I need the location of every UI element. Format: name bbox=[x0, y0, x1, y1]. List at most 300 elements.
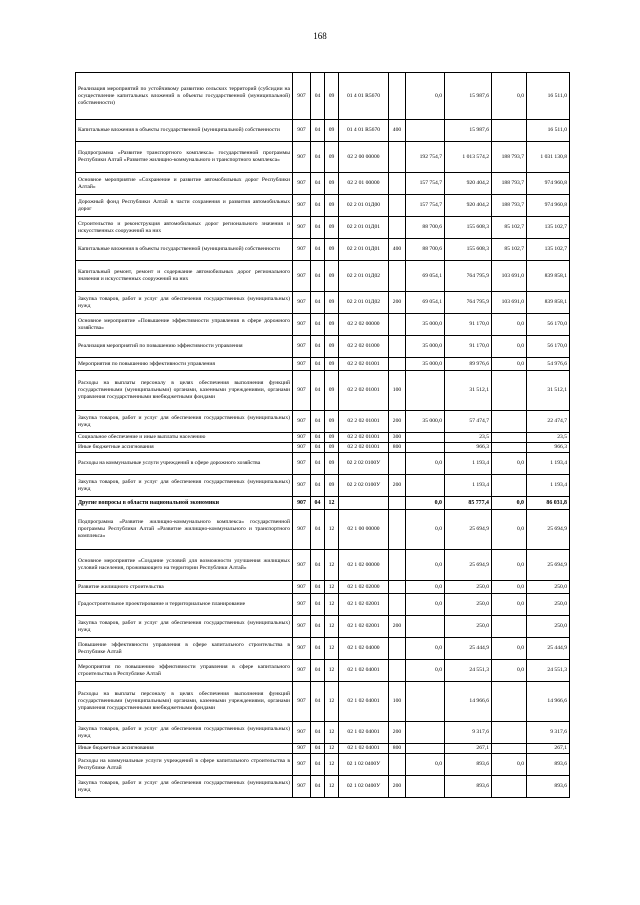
admin-code: 907 bbox=[293, 510, 311, 550]
expense-type-code: 400 bbox=[389, 239, 406, 261]
amount-column-2: 893,6 bbox=[445, 754, 492, 776]
row-description: Закупка товаров, работ и услуг для обеспечения государственных (муниципальных) нужд bbox=[76, 776, 293, 798]
amount-column-3: 0,0 bbox=[492, 358, 527, 371]
admin-code: 907 bbox=[293, 475, 311, 497]
expense-type-code bbox=[389, 73, 406, 120]
table-row bbox=[76, 292, 570, 314]
target-article-code: 02 2 02 01001 bbox=[339, 371, 389, 411]
admin-code: 907 bbox=[293, 292, 311, 314]
admin-code: 907 bbox=[293, 638, 311, 660]
amount-column-1: 157 754,7 bbox=[406, 195, 445, 217]
row-description: Развитие жилищного строительства bbox=[76, 581, 293, 594]
subsection-code: 09 bbox=[325, 120, 339, 142]
amount-column-1: 157 754,7 bbox=[406, 173, 445, 195]
section-code: 04 bbox=[311, 120, 325, 142]
expense-type-code bbox=[389, 314, 406, 336]
amount-column-2: 267,1 bbox=[445, 744, 492, 754]
table-row bbox=[76, 682, 570, 722]
expense-type-code bbox=[389, 336, 406, 358]
table-row bbox=[76, 581, 570, 594]
section-code: 04 bbox=[311, 195, 325, 217]
admin-code: 907 bbox=[293, 411, 311, 433]
admin-code: 907 bbox=[293, 660, 311, 682]
amount-column-2: 24 551,3 bbox=[445, 660, 492, 682]
row-description: Иные бюджетные ассигнования bbox=[76, 443, 293, 453]
subsection-code: 09 bbox=[325, 411, 339, 433]
section-code: 04 bbox=[311, 433, 325, 443]
section-code: 04 bbox=[311, 292, 325, 314]
row-description: Мероприятия по повышению эффективности управления в сфере капитального строительства в Республике Алтай bbox=[76, 660, 293, 682]
amount-column-4: 31 512,1 bbox=[527, 371, 570, 411]
admin-code: 907 bbox=[293, 754, 311, 776]
table-row bbox=[76, 660, 570, 682]
amount-column-3 bbox=[492, 433, 527, 443]
amount-column-1: 35 000,0 bbox=[406, 336, 445, 358]
amount-column-2: 14 966,6 bbox=[445, 682, 492, 722]
row-description: Основное мероприятие «Сохранение и развитие автомобильных дорог Республики Алтай» bbox=[76, 173, 293, 195]
amount-column-3: 0,0 bbox=[492, 550, 527, 581]
subsection-code: 09 bbox=[325, 261, 339, 292]
row-description: Повышение эффективности управления в сфере капитального строительства в Республике Алтай bbox=[76, 638, 293, 660]
amount-column-4: 56 170,0 bbox=[527, 336, 570, 358]
amount-column-1: 0,0 bbox=[406, 754, 445, 776]
row-description: Основное мероприятие «Создание условий для возможности улучшения жилищных условий населения, проживающего на территории Республики Алтай» bbox=[76, 550, 293, 581]
amount-column-3 bbox=[492, 411, 527, 433]
table-row bbox=[76, 336, 570, 358]
amount-column-4: 893,6 bbox=[527, 776, 570, 798]
amount-column-2: 764 795,9 bbox=[445, 292, 492, 314]
amount-column-3: 0,0 bbox=[492, 581, 527, 594]
amount-column-3: 85 102,7 bbox=[492, 239, 527, 261]
admin-code: 907 bbox=[293, 142, 311, 173]
expense-type-code bbox=[389, 581, 406, 594]
amount-column-2: 9 317,6 bbox=[445, 722, 492, 744]
amount-column-4: 1 193,4 bbox=[527, 453, 570, 475]
amount-column-4: 135 102,7 bbox=[527, 217, 570, 239]
amount-column-1: 88 700,6 bbox=[406, 239, 445, 261]
target-article-code: 02 1 02 02000 bbox=[339, 581, 389, 594]
amount-column-4: 1 031 130,8 bbox=[527, 142, 570, 173]
subsection-code: 12 bbox=[325, 722, 339, 744]
row-description: Реализация мероприятий по устойчивому развитию сельских территорий (субсидии на осуществление капитальных вложений в объекты государственной (муниципальной) собственности) bbox=[76, 73, 293, 120]
subsection-code: 12 bbox=[325, 497, 339, 510]
admin-code: 907 bbox=[293, 550, 311, 581]
admin-code: 907 bbox=[293, 443, 311, 453]
amount-column-3: 85 102,7 bbox=[492, 217, 527, 239]
amount-column-2: 91 170,0 bbox=[445, 314, 492, 336]
target-article-code: 02 2 02 01000 bbox=[339, 336, 389, 358]
admin-code: 907 bbox=[293, 173, 311, 195]
section-code: 04 bbox=[311, 173, 325, 195]
expense-type-code: 300 bbox=[389, 433, 406, 443]
target-article-code: 02 2 02 01001 bbox=[339, 433, 389, 443]
expense-type-code bbox=[389, 660, 406, 682]
row-description: Реализация мероприятий по повышению эффективности управления bbox=[76, 336, 293, 358]
amount-column-4: 24 551,3 bbox=[527, 660, 570, 682]
amount-column-2: 893,6 bbox=[445, 776, 492, 798]
admin-code: 907 bbox=[293, 336, 311, 358]
expense-type-code bbox=[389, 261, 406, 292]
row-description: Другие вопросы в области национальной экономики bbox=[76, 497, 293, 510]
section-code: 04 bbox=[311, 358, 325, 371]
row-description: Закупка товаров, работ и услуг для обеспечения государственных (муниципальных) нужд bbox=[76, 411, 293, 433]
expense-type-code bbox=[389, 217, 406, 239]
admin-code: 907 bbox=[293, 358, 311, 371]
target-article-code: 02 1 00 00000 bbox=[339, 510, 389, 550]
amount-column-2: 15 987,6 bbox=[445, 73, 492, 120]
table-row bbox=[76, 411, 570, 433]
target-article-code: 01 4 01 R5670 bbox=[339, 73, 389, 120]
admin-code: 907 bbox=[293, 195, 311, 217]
amount-column-4: 9 317,6 bbox=[527, 722, 570, 744]
amount-column-2: 250,0 bbox=[445, 594, 492, 616]
amount-column-4: 54 976,6 bbox=[527, 358, 570, 371]
table-row bbox=[76, 475, 570, 497]
subsection-code: 12 bbox=[325, 776, 339, 798]
table-row bbox=[76, 358, 570, 371]
amount-column-3: 0,0 bbox=[492, 497, 527, 510]
amount-column-2: 1 193,4 bbox=[445, 453, 492, 475]
target-article-code: 02 2 01 01Д02 bbox=[339, 261, 389, 292]
target-article-code: 02 2 01 01Д00 bbox=[339, 195, 389, 217]
amount-column-1: 0,0 bbox=[406, 638, 445, 660]
expense-type-code: 200 bbox=[389, 776, 406, 798]
amount-column-4: 25 694,9 bbox=[527, 550, 570, 581]
section-code: 04 bbox=[311, 475, 325, 497]
table-row bbox=[76, 744, 570, 754]
amount-column-2: 85 777,4 bbox=[445, 497, 492, 510]
section-code: 04 bbox=[311, 239, 325, 261]
amount-column-4: 974 960,8 bbox=[527, 195, 570, 217]
amount-column-2: 155 608,3 bbox=[445, 239, 492, 261]
amount-column-2: 23,5 bbox=[445, 433, 492, 443]
section-code: 04 bbox=[311, 616, 325, 638]
admin-code: 907 bbox=[293, 239, 311, 261]
table-row bbox=[76, 433, 570, 443]
target-article-code: 02 2 01 00000 bbox=[339, 173, 389, 195]
amount-column-4: 25 694,9 bbox=[527, 510, 570, 550]
amount-column-2: 966,3 bbox=[445, 443, 492, 453]
admin-code: 907 bbox=[293, 594, 311, 616]
subsection-code: 09 bbox=[325, 173, 339, 195]
amount-column-3: 0,0 bbox=[492, 754, 527, 776]
section-code: 04 bbox=[311, 722, 325, 744]
section-code: 04 bbox=[311, 581, 325, 594]
amount-column-4: 16 511,0 bbox=[527, 120, 570, 142]
expense-type-code: 100 bbox=[389, 371, 406, 411]
amount-column-1 bbox=[406, 371, 445, 411]
amount-column-2: 920 404,2 bbox=[445, 173, 492, 195]
expense-type-code: 200 bbox=[389, 411, 406, 433]
amount-column-3: 0,0 bbox=[492, 594, 527, 616]
target-article-code: 02 1 02 04001 bbox=[339, 682, 389, 722]
subsection-code: 09 bbox=[325, 314, 339, 336]
section-code: 04 bbox=[311, 776, 325, 798]
amount-column-2: 91 170,0 bbox=[445, 336, 492, 358]
table-row bbox=[76, 261, 570, 292]
amount-column-1: 88 700,6 bbox=[406, 217, 445, 239]
amount-column-1: 0,0 bbox=[406, 550, 445, 581]
target-article-code: 02 2 01 01Д01 bbox=[339, 217, 389, 239]
target-article-code: 01 4 01 R5670 bbox=[339, 120, 389, 142]
row-description: Градостроительное проектирование и территориальное планирование bbox=[76, 594, 293, 616]
row-description: Закупка товаров, работ и услуг для обеспечения государственных (муниципальных) нужд bbox=[76, 722, 293, 744]
target-article-code: 02 2 02 01001 bbox=[339, 443, 389, 453]
amount-column-1 bbox=[406, 776, 445, 798]
target-article-code: 02 2 02 01001 bbox=[339, 411, 389, 433]
amount-column-4: 250,0 bbox=[527, 581, 570, 594]
row-description: Подпрограмма «Развитие транспортного комплекса» государственной программы Республики Алтай «Развитие жилищно-коммунального и транспортного комплекса» bbox=[76, 142, 293, 173]
row-description: Расходы на выплаты персоналу в целях обеспечения выполнения функций государственными (муниципальными) органами, казенными учреждениями, органами управления государственными внебюджетными фондами bbox=[76, 371, 293, 411]
amount-column-2: 31 512,1 bbox=[445, 371, 492, 411]
subsection-code: 09 bbox=[325, 371, 339, 411]
expense-type-code: 200 bbox=[389, 616, 406, 638]
amount-column-3 bbox=[492, 120, 527, 142]
amount-column-3 bbox=[492, 371, 527, 411]
amount-column-1: 35 000,0 bbox=[406, 314, 445, 336]
amount-column-3: 0,0 bbox=[492, 336, 527, 358]
target-article-code: 02 2 02 0100У bbox=[339, 475, 389, 497]
subsection-code: 09 bbox=[325, 336, 339, 358]
amount-column-4: 16 511,0 bbox=[527, 73, 570, 120]
section-code: 04 bbox=[311, 744, 325, 754]
amount-column-1: 0,0 bbox=[406, 453, 445, 475]
table-row bbox=[76, 142, 570, 173]
section-code: 04 bbox=[311, 411, 325, 433]
admin-code: 907 bbox=[293, 776, 311, 798]
amount-column-1: 0,0 bbox=[406, 594, 445, 616]
amount-column-1: 0,0 bbox=[406, 510, 445, 550]
table-row bbox=[76, 594, 570, 616]
row-description: Расходы на выплаты персоналу в целях обеспечения выполнения функций государственными (муниципальными) органами, казенными учреждениями, органами управления государственными внебюджетными фондами bbox=[76, 682, 293, 722]
amount-column-2: 764 795,9 bbox=[445, 261, 492, 292]
subsection-code: 12 bbox=[325, 594, 339, 616]
amount-column-2: 920 404,2 bbox=[445, 195, 492, 217]
subsection-code: 09 bbox=[325, 453, 339, 475]
amount-column-1 bbox=[406, 475, 445, 497]
expense-type-code bbox=[389, 594, 406, 616]
amount-column-3 bbox=[492, 682, 527, 722]
amount-column-1: 35 000,0 bbox=[406, 411, 445, 433]
row-description: Дорожный фонд Республики Алтай в части сохранения и развития автомобильных дорог bbox=[76, 195, 293, 217]
row-description: Основное мероприятие «Повышение эффективности управления в сфере дорожного хозяйства» bbox=[76, 314, 293, 336]
admin-code: 907 bbox=[293, 433, 311, 443]
amount-column-3 bbox=[492, 722, 527, 744]
expense-type-code bbox=[389, 195, 406, 217]
subsection-code: 12 bbox=[325, 616, 339, 638]
amount-column-4: 966,3 bbox=[527, 443, 570, 453]
subsection-code: 12 bbox=[325, 638, 339, 660]
expense-type-code bbox=[389, 173, 406, 195]
section-code: 04 bbox=[311, 142, 325, 173]
amount-column-1: 35 000,0 bbox=[406, 358, 445, 371]
target-article-code: 02 1 02 04001 bbox=[339, 660, 389, 682]
amount-column-2: 1 193,4 bbox=[445, 475, 492, 497]
target-article-code: 02 2 01 01Д02 bbox=[339, 292, 389, 314]
table-row bbox=[76, 550, 570, 581]
table-row bbox=[76, 371, 570, 411]
amount-column-3 bbox=[492, 776, 527, 798]
amount-column-3 bbox=[492, 475, 527, 497]
subsection-code: 09 bbox=[325, 433, 339, 443]
expense-type-code bbox=[389, 510, 406, 550]
amount-column-3: 0,0 bbox=[492, 638, 527, 660]
amount-column-1: 69 054,1 bbox=[406, 292, 445, 314]
amount-column-3: 188 793,7 bbox=[492, 142, 527, 173]
amount-column-3: 103 691,0 bbox=[492, 261, 527, 292]
subsection-code: 09 bbox=[325, 358, 339, 371]
target-article-code: 02 1 02 04001 bbox=[339, 722, 389, 744]
amount-column-4: 839 858,1 bbox=[527, 292, 570, 314]
section-code: 04 bbox=[311, 336, 325, 358]
amount-column-1 bbox=[406, 433, 445, 443]
section-code: 04 bbox=[311, 73, 325, 120]
amount-column-3: 0,0 bbox=[492, 510, 527, 550]
row-description: Иные бюджетные ассигнования bbox=[76, 744, 293, 754]
amount-column-3: 103 691,0 bbox=[492, 292, 527, 314]
expense-type-code: 100 bbox=[389, 682, 406, 722]
admin-code: 907 bbox=[293, 371, 311, 411]
amount-column-1: 0,0 bbox=[406, 581, 445, 594]
table-row bbox=[76, 453, 570, 475]
amount-column-1 bbox=[406, 722, 445, 744]
amount-column-4: 267,1 bbox=[527, 744, 570, 754]
row-description: Строительство и реконструкция автомобильных дорог регионального значения и искусственных сооружений на них bbox=[76, 217, 293, 239]
expense-type-code bbox=[389, 638, 406, 660]
amount-column-1 bbox=[406, 744, 445, 754]
admin-code: 907 bbox=[293, 217, 311, 239]
amount-column-4: 14 966,6 bbox=[527, 682, 570, 722]
amount-column-4: 22 474,7 bbox=[527, 411, 570, 433]
row-description: Капитальные вложения в объекты государственной (муниципальной) собственности bbox=[76, 239, 293, 261]
admin-code: 907 bbox=[293, 682, 311, 722]
subsection-code: 12 bbox=[325, 550, 339, 581]
subsection-code: 09 bbox=[325, 239, 339, 261]
expense-type-code bbox=[389, 754, 406, 776]
row-description: Расходы на коммунальные услуги учреждений в сфере дорожного хозяйства bbox=[76, 453, 293, 475]
amount-column-3 bbox=[492, 616, 527, 638]
amount-column-2: 25 694,9 bbox=[445, 550, 492, 581]
section-code: 04 bbox=[311, 660, 325, 682]
amount-column-1 bbox=[406, 120, 445, 142]
amount-column-3: 0,0 bbox=[492, 73, 527, 120]
amount-column-2: 25 444,9 bbox=[445, 638, 492, 660]
amount-column-3: 188 793,7 bbox=[492, 195, 527, 217]
amount-column-2: 155 608,3 bbox=[445, 217, 492, 239]
amount-column-4: 250,0 bbox=[527, 616, 570, 638]
expense-type-code bbox=[389, 453, 406, 475]
admin-code: 907 bbox=[293, 453, 311, 475]
target-article-code: 02 2 02 01001 bbox=[339, 358, 389, 371]
target-article-code: 02 1 02 0400У bbox=[339, 754, 389, 776]
amount-column-1: 0,0 bbox=[406, 660, 445, 682]
section-code: 04 bbox=[311, 497, 325, 510]
subsection-code: 12 bbox=[325, 682, 339, 722]
subsection-code: 12 bbox=[325, 754, 339, 776]
amount-column-2: 25 694,9 bbox=[445, 510, 492, 550]
expense-type-code bbox=[389, 497, 406, 510]
target-article-code: 02 2 02 00000 bbox=[339, 314, 389, 336]
section-code: 04 bbox=[311, 510, 325, 550]
amount-column-1 bbox=[406, 682, 445, 722]
amount-column-2: 15 987,6 bbox=[445, 120, 492, 142]
subsection-code: 09 bbox=[325, 217, 339, 239]
amount-column-3: 0,0 bbox=[492, 453, 527, 475]
section-code: 04 bbox=[311, 453, 325, 475]
expense-type-code: 200 bbox=[389, 722, 406, 744]
amount-column-1: 0,0 bbox=[406, 497, 445, 510]
section-code: 04 bbox=[311, 443, 325, 453]
section-code: 04 bbox=[311, 314, 325, 336]
target-article-code: 02 1 02 04000 bbox=[339, 638, 389, 660]
expense-type-code bbox=[389, 550, 406, 581]
subsection-code: 12 bbox=[325, 744, 339, 754]
table-row bbox=[76, 120, 570, 142]
amount-column-4: 25 444,9 bbox=[527, 638, 570, 660]
admin-code: 907 bbox=[293, 744, 311, 754]
table-row bbox=[76, 754, 570, 776]
amount-column-4: 135 102,7 bbox=[527, 239, 570, 261]
amount-column-1: 192 754,7 bbox=[406, 142, 445, 173]
amount-column-4: 839 858,1 bbox=[527, 261, 570, 292]
row-description: Закупка товаров, работ и услуг для обеспечения государственных (муниципальных) нужд bbox=[76, 292, 293, 314]
expense-type-code: 200 bbox=[389, 292, 406, 314]
admin-code: 907 bbox=[293, 616, 311, 638]
amount-column-2: 89 976,6 bbox=[445, 358, 492, 371]
admin-code: 907 bbox=[293, 261, 311, 292]
expense-type-code: 400 bbox=[389, 120, 406, 142]
row-description: Капитальный ремонт, ремонт и содержание автомобильных дорог регионального значения и искусственных сооружений на них bbox=[76, 261, 293, 292]
target-article-code: 02 2 00 00000 bbox=[339, 142, 389, 173]
target-article-code: 02 1 02 02001 bbox=[339, 616, 389, 638]
amount-column-2: 250,0 bbox=[445, 616, 492, 638]
amount-column-3: 0,0 bbox=[492, 660, 527, 682]
target-article-code bbox=[339, 497, 389, 510]
amount-column-1: 0,0 bbox=[406, 73, 445, 120]
amount-column-1 bbox=[406, 443, 445, 453]
subsection-code: 12 bbox=[325, 660, 339, 682]
subsection-code: 09 bbox=[325, 475, 339, 497]
table-row bbox=[76, 217, 570, 239]
target-article-code: 02 2 01 01Д01 bbox=[339, 239, 389, 261]
row-description: Капитальные вложения в объекты государственной (муниципальной) собственности bbox=[76, 120, 293, 142]
amount-column-1 bbox=[406, 616, 445, 638]
amount-column-4: 893,6 bbox=[527, 754, 570, 776]
target-article-code: 02 1 02 04001 bbox=[339, 744, 389, 754]
admin-code: 907 bbox=[293, 497, 311, 510]
amount-column-4: 974 960,8 bbox=[527, 173, 570, 195]
admin-code: 907 bbox=[293, 73, 311, 120]
budget-table bbox=[75, 72, 570, 798]
row-description: Расходы на коммунальные услуги учреждений в сфере капитального строительства в Республике Алтай bbox=[76, 754, 293, 776]
table-row bbox=[76, 195, 570, 217]
subsection-code: 09 bbox=[325, 443, 339, 453]
amount-column-4: 23,5 bbox=[527, 433, 570, 443]
table-row bbox=[76, 776, 570, 798]
expense-type-code: 800 bbox=[389, 443, 406, 453]
table-row bbox=[76, 173, 570, 195]
amount-column-2: 1 013 574,2 bbox=[445, 142, 492, 173]
admin-code: 907 bbox=[293, 314, 311, 336]
subsection-code: 12 bbox=[325, 581, 339, 594]
section-code: 04 bbox=[311, 217, 325, 239]
section-code: 04 bbox=[311, 682, 325, 722]
row-description: Закупка товаров, работ и услуг для обеспечения государственных (муниципальных) нужд bbox=[76, 475, 293, 497]
amount-column-3 bbox=[492, 744, 527, 754]
row-description: Мероприятия по повышению эффективности управления bbox=[76, 358, 293, 371]
expense-type-code: 800 bbox=[389, 744, 406, 754]
subsection-code: 09 bbox=[325, 142, 339, 173]
